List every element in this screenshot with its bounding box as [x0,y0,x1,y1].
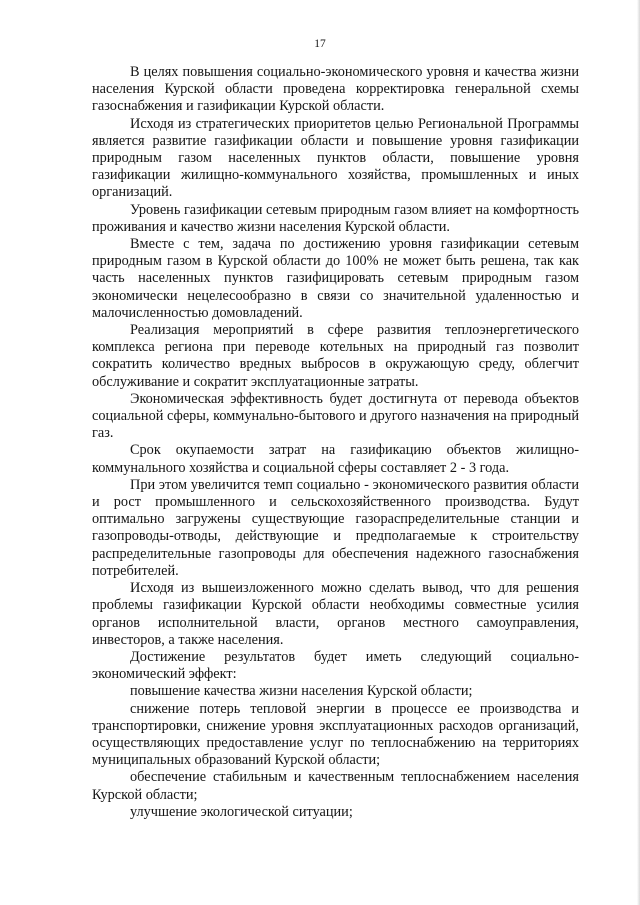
paragraph-2: Исходя из стратегических приоритетов целью Региональной Программы является развитие газификации области и повышение уровня газификации природным газом населенных пунктов области, повышение уровня газификации жилищно-коммунального хозяйства, промышленных и иных организаций. [92,115,579,201]
paragraph-4: Вместе с тем, задача по достижению уровня газификации сетевым природным газом в Курской области до 100% не может быть решена, так как часть населенных пунктов газифицировать сетевым природным газом экономически нецелесообразно в связи со значительной удаленностью и малочисленностью домовладений. [92,236,579,321]
document-body [92,64,579,821]
paragraph-7: Срок окупаемости затрат на газификацию объектов жилищно-коммунального хозяйства и социальной сферы составляет 2 - 3 года. [92,442,579,476]
paragraph-10: Достижение результатов будет иметь следующий социально-экономический эффект: [92,648,579,683]
paragraph-6: Экономическая эффективность будет достигнута от перевода объектов социальной сферы, коммунально-бытового и другого назначения на природный газ. [92,390,579,442]
list-item-ecology: улучшение экологической ситуации; [130,803,353,820]
paragraph-3: Уровень газификации сетевым природным газом влияет на комфортность проживания и качество жизни населения Курской области. [92,201,579,235]
paragraph-9: Исходя из вышеизложенного можно сделать вывод, что для решения проблемы газификации Курской области необходимы совместные усилия органов исполнительной власти, органов местного самоуправления, инвесторов, а также населения. [92,580,579,648]
paragraph-5: Реализация мероприятий в сфере развития теплоэнергетического комплекса региона при переводе котельных на природный газ позволит сократить количество вредных выбросов в окружающую среду, облегчит обслуживание и сократит эксплуатационные затраты. [92,322,579,390]
list-item-stable-heat-supply: обеспечение стабильным и качественным теплоснабжением населения Курской области; [92,769,579,803]
paragraph-1: В целях повышения социально-экономического уровня и качества жизни населения Курской области проведена корректировка генеральной схемы газоснабжения и газификации Курской области. [92,64,579,115]
page-number: 17 [314,38,326,50]
list-item-heat-loss-reduction: снижение потерь тепловой энергии в процессе ее производства и транспортировки, снижение уровня эксплуатационных расходов организаций, осуществляющих предоставление услуг по теплоснабжению на территориях муниципальных образований Курской области; [92,700,579,769]
list-item-quality-of-life: повышение качества жизни населения Курской области; [130,683,473,700]
paragraph-8: При этом увеличится темп социально - экономического развития области и рост промышленного и сельскохозяйственного производства. Будут оптимально загружены существующие газораспределительные станции и газопроводы-отводы, действующие и предполагаемые к строительству распределительные газопроводы для обеспечения надежного газоснабжения потребителей. [92,476,579,579]
